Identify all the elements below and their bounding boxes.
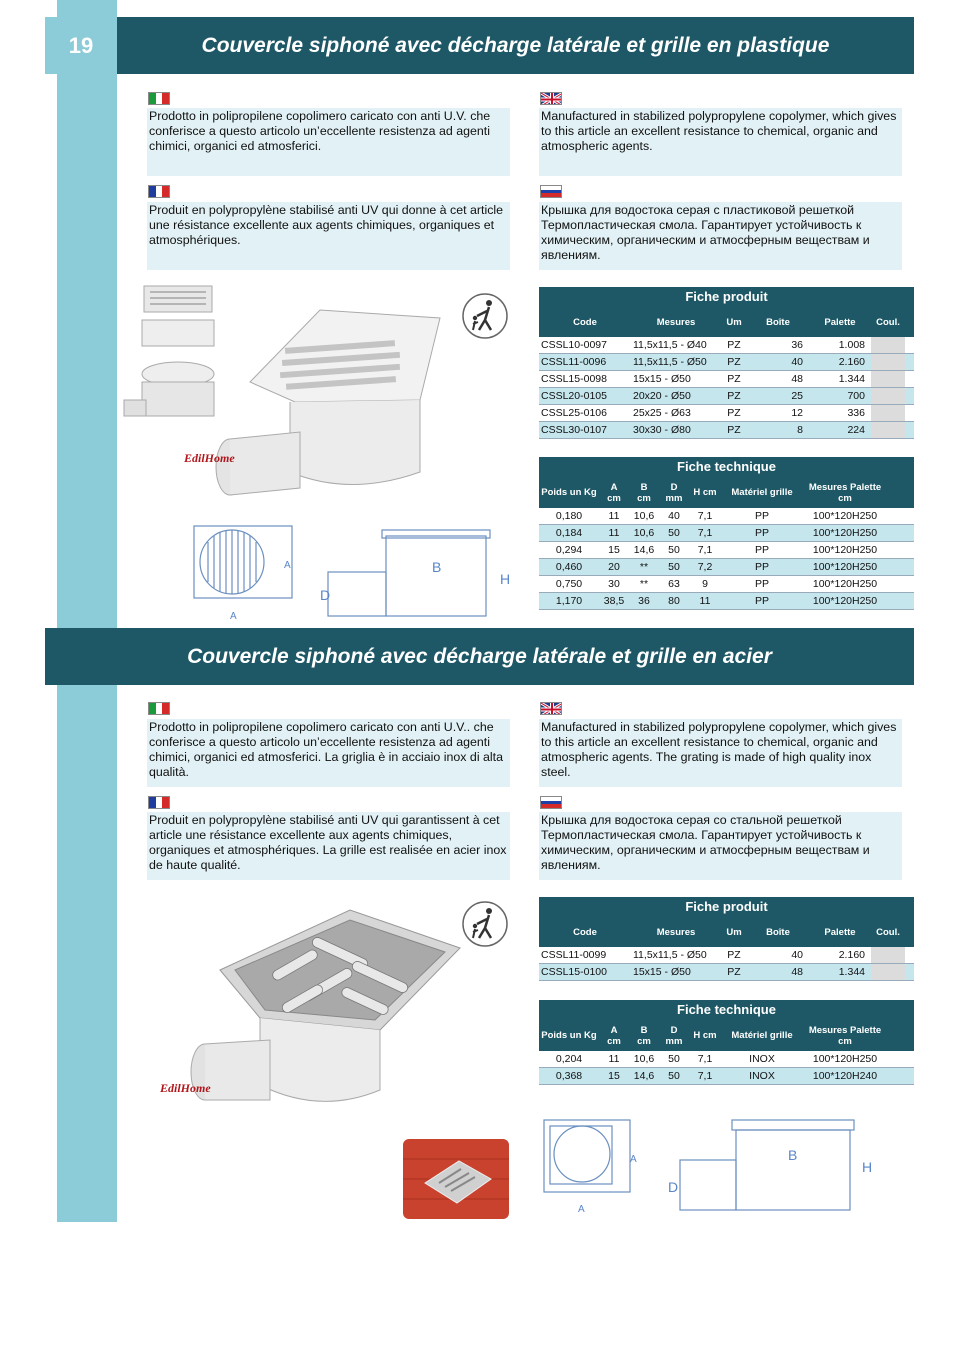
table-cell: 10,6 — [633, 1053, 655, 1065]
table-row — [539, 964, 914, 981]
table-cell: 14,6 — [633, 544, 655, 556]
table-cell — [871, 964, 905, 980]
table-cell: 0,750 — [555, 578, 583, 590]
table-cell: 38,5 — [603, 595, 625, 607]
col-header: Mesures Palette cm — [808, 1024, 882, 1047]
table-cell: CSSL25-0106 — [541, 407, 607, 419]
table-cell: CSSL30-0107 — [541, 424, 607, 436]
section1-tech-table — [539, 457, 914, 610]
table-row — [539, 388, 914, 405]
table-row — [539, 405, 914, 422]
col-header: Code — [573, 926, 597, 938]
table-cell: 15 — [608, 544, 620, 556]
dim-d-label: D — [668, 1179, 679, 1195]
table-cell — [871, 337, 905, 353]
table-cell: 20 — [608, 561, 620, 573]
table-row — [539, 508, 914, 525]
dim-a-label: A — [284, 560, 291, 571]
table-cell: 11 — [608, 510, 620, 522]
table-cell: 100*120H240 — [812, 1070, 878, 1082]
table-cell: 700 — [847, 390, 865, 402]
page-number: 19 — [45, 17, 117, 74]
exploded-view-parts — [124, 286, 214, 416]
table-cell: 30x30 - Ø80 — [633, 424, 691, 436]
table-cell: PP — [754, 527, 769, 539]
table-cell: 63 — [668, 578, 680, 590]
table-cell: 7,1 — [697, 1053, 713, 1065]
table-cell: 15 — [608, 1070, 620, 1082]
col-header: Mesures Palette cm — [808, 481, 882, 504]
section1-text-en: Manufactured in stabilized polypropylene copolymer, which gives to this article an excellent resistance to chemical, organic and atmospheric agents. — [539, 108, 902, 176]
product-table-header — [539, 307, 914, 337]
table-cell: 15x15 - Ø50 — [633, 373, 691, 385]
dim-a-label: A — [630, 1154, 637, 1165]
table-cell: PZ — [727, 373, 741, 385]
table-row — [539, 1051, 914, 1068]
table-cell: 1.008 — [838, 339, 865, 351]
product-table-body — [539, 947, 914, 981]
col-header: B cm — [637, 1024, 651, 1047]
table-cell: 11 — [608, 1053, 620, 1065]
product-table-header — [539, 917, 914, 947]
section1-title: Couvercle siphoné avec décharge latérale et grille en plastique — [201, 34, 830, 57]
table-cell: 14,6 — [633, 1070, 655, 1082]
col-header: Mesures — [656, 316, 696, 328]
table-cell — [871, 371, 905, 387]
table-cell: 10,6 — [633, 527, 655, 539]
col-header: Coul. — [876, 926, 900, 938]
table-cell: 50 — [668, 1053, 680, 1065]
section2-tech-table — [539, 1000, 914, 1085]
table-row — [539, 525, 914, 542]
table-cell: 48 — [791, 373, 803, 385]
col-header: D mm — [665, 1024, 683, 1047]
brand-logo: EdilHome — [184, 451, 235, 465]
table-cell: CSSL10-0097 — [541, 339, 607, 351]
table-cell: 1.344 — [838, 966, 865, 978]
table-cell: 48 — [791, 966, 803, 978]
col-header: H cm — [693, 487, 717, 498]
table-cell: 36 — [791, 339, 803, 351]
col-header: Matériel grille — [731, 1030, 793, 1041]
section2-text-fr: Produit en polypropylène stabilisé anti UV qui garantissent à cet article une résistance excellente aux agents chimiques, organiques et atmosphériques. La grille est realisée en acier inox de haute qualité. — [147, 812, 510, 880]
col-header: Poids un Kg — [541, 487, 597, 498]
col-header: Poids un Kg — [541, 1030, 597, 1041]
uk-flag-icon — [540, 92, 562, 105]
table-cell: PZ — [727, 390, 741, 402]
table-cell: 1,170 — [555, 595, 583, 607]
col-header: Um — [726, 926, 742, 938]
table-cell: 2.160 — [838, 949, 865, 961]
table-cell: 11,5x11,5 - Ø40 — [633, 339, 707, 351]
table-cell: PZ — [727, 424, 741, 436]
table-cell: 100*120H250 — [812, 1053, 878, 1065]
table-cell: 100*120H250 — [812, 595, 878, 607]
table-cell: 100*120H250 — [812, 578, 878, 590]
table-cell: 80 — [668, 595, 680, 607]
brand-logo: EdilHome — [160, 1081, 211, 1095]
tech-table-body — [539, 508, 914, 610]
table-cell — [871, 947, 905, 963]
section2-text-ru: Крышка для водостока серая со стальной решеткой Термопластическая смола. Гарантирует устойчивость к химическим, органическим и атмосферным веществам и явлениям. — [539, 812, 902, 880]
table-cell: 50 — [668, 561, 680, 573]
table-cell: 7,1 — [697, 510, 713, 522]
col-header: Boîte — [766, 316, 790, 328]
table-cell: 7,2 — [697, 561, 713, 573]
section2-text-it: Prodotto in polipropilene copolimero caricato con anti U.V.. che conferisce a questo articolo un’eccellente resistenza ad agenti chimici, organici ed atmosferici. La griglia è in acciaio inox di alta qualità. — [147, 719, 510, 787]
table-cell: PP — [754, 595, 769, 607]
section1-technical-drawing — [190, 522, 520, 622]
tech-table-title: Fiche technique — [539, 457, 914, 477]
dim-b-label: B — [788, 1147, 798, 1163]
col-header: Palette — [824, 926, 856, 938]
table-cell: 15x15 - Ø50 — [633, 966, 691, 978]
table-cell: 40 — [791, 356, 803, 368]
table-cell: ** — [639, 561, 649, 573]
table-cell: 0,184 — [555, 527, 583, 539]
table-cell: 36 — [638, 595, 650, 607]
table-cell: 25x25 - Ø63 — [633, 407, 691, 419]
table-row — [539, 947, 914, 964]
table-cell: PZ — [727, 949, 741, 961]
tech-table-header — [539, 477, 914, 508]
table-cell: 40 — [791, 949, 803, 961]
table-cell: PP — [754, 578, 769, 590]
table-cell: CSSL15-0100 — [541, 966, 607, 978]
section1-text-fr: Produit en polypropylène stabilisé anti UV qui donne à cet article une résistance excellente aux agents chimiques, organiques et atmosphériques. — [147, 202, 510, 270]
table-cell — [871, 354, 905, 370]
table-cell: 11,5x11,5 - Ø50 — [633, 356, 707, 368]
dim-a-label: A — [578, 1204, 585, 1215]
table-cell: INOX — [749, 1070, 775, 1082]
section1-text-it: Prodotto in polipropilene copolimero caricato con anti U.V. che conferisce a questo articolo un’eccellente resistenza ad agenti chimici, organici ed atmosferici. — [147, 108, 510, 176]
pedestrian-icon — [461, 292, 509, 340]
table-row — [539, 337, 914, 354]
section2-product-table — [539, 897, 914, 981]
product-table-title: Fiche produit — [539, 287, 914, 307]
table-cell: 100*120H250 — [812, 527, 878, 539]
table-cell — [871, 422, 905, 438]
table-row — [539, 559, 914, 576]
table-cell: 224 — [847, 424, 865, 436]
france-flag-icon — [148, 796, 170, 809]
col-header: Coul. — [876, 316, 900, 328]
table-row — [539, 422, 914, 439]
table-cell: 100*120H250 — [812, 510, 878, 522]
table-cell: 0,294 — [555, 544, 583, 556]
table-cell: 50 — [668, 1070, 680, 1082]
table-cell: ** — [639, 578, 649, 590]
table-cell: 9 — [702, 578, 708, 590]
table-cell: 0,368 — [555, 1070, 583, 1082]
table-cell: 2.160 — [838, 356, 865, 368]
table-cell: 50 — [668, 544, 680, 556]
table-cell: 50 — [668, 527, 680, 539]
dim-b-label: B — [432, 559, 442, 575]
col-header: B cm — [637, 481, 651, 504]
table-row — [539, 593, 914, 610]
table-cell: 30 — [608, 578, 620, 590]
table-cell: 11,5x11,5 - Ø50 — [633, 949, 707, 961]
table-cell: 20x20 - Ø50 — [633, 390, 691, 402]
col-header: H cm — [693, 1030, 717, 1041]
table-cell — [871, 405, 905, 421]
section1-product-table — [539, 287, 914, 439]
table-cell: 336 — [847, 407, 865, 419]
table-cell: 11 — [699, 595, 711, 607]
col-header: D mm — [665, 481, 683, 504]
table-cell: 100*120H250 — [812, 544, 878, 556]
section1-text-ru: Крышка для водостока серая с пластиковой решеткой Термопластическая смола. Гарантирует устойчивость к химическим, органическим и атмосферным веществам и явлениям. — [539, 202, 902, 270]
table-cell: CSSL11-0099 — [541, 949, 607, 961]
dim-h-label: H — [862, 1159, 873, 1175]
table-cell: CSSL11-0096 — [541, 356, 607, 368]
russia-flag-icon — [540, 796, 562, 809]
table-cell: 7,1 — [697, 1070, 713, 1082]
table-row — [539, 1068, 914, 1085]
pedestrian-icon — [461, 900, 509, 948]
table-cell: PP — [754, 544, 769, 556]
table-cell: PP — [754, 561, 769, 573]
table-cell: PP — [754, 510, 769, 522]
tech-table-title: Fiche technique — [539, 1000, 914, 1020]
product-table-title: Fiche produit — [539, 897, 914, 917]
table-cell: 0,204 — [555, 1053, 583, 1065]
table-cell: CSSL15-0098 — [541, 373, 607, 385]
table-cell — [871, 388, 905, 404]
assembled-drain — [216, 310, 440, 495]
table-cell: PZ — [727, 407, 741, 419]
col-header: Mesures — [656, 926, 696, 938]
table-cell: PZ — [727, 966, 741, 978]
dim-h-label: H — [500, 571, 511, 587]
section2-product-image — [150, 900, 480, 1120]
installed-drain-photo — [403, 1139, 509, 1219]
sidebar-stripe — [57, 0, 117, 1222]
uk-flag-icon — [540, 702, 562, 715]
italy-flag-icon — [148, 702, 170, 715]
table-row — [539, 576, 914, 593]
section2-header — [45, 628, 914, 685]
col-header: Code — [573, 316, 597, 328]
table-cell: 11 — [608, 527, 620, 539]
table-row — [539, 354, 914, 371]
table-cell: INOX — [749, 1053, 775, 1065]
table-cell: PZ — [727, 356, 741, 368]
table-cell: 12 — [791, 407, 803, 419]
section2-text-en: Manufactured in stabilized polypropylene copolymer, which gives to this article an excellent resistance to chemical, organic and atmospheric agents. The grating is made of high quality inox steel. — [539, 719, 902, 787]
tech-table-header — [539, 1020, 914, 1051]
col-header: Um — [726, 316, 742, 328]
section2-technical-drawing — [540, 1116, 880, 1216]
table-cell: 7,1 — [697, 544, 713, 556]
table-row — [539, 542, 914, 559]
russia-flag-icon — [540, 185, 562, 198]
table-cell: 10,6 — [633, 510, 655, 522]
table-cell: 0,180 — [555, 510, 583, 522]
col-header: Palette — [824, 316, 856, 328]
table-cell: PZ — [727, 339, 741, 351]
table-cell: 8 — [797, 424, 803, 436]
italy-flag-icon — [148, 92, 170, 105]
table-cell: 1.344 — [838, 373, 865, 385]
col-header: A cm — [607, 1024, 621, 1047]
col-header: Boîte — [766, 926, 790, 938]
section1-header — [45, 17, 914, 74]
col-header: A cm — [607, 481, 621, 504]
table-cell: 7,1 — [697, 527, 713, 539]
table-cell: 25 — [791, 390, 803, 402]
table-cell: 40 — [668, 510, 680, 522]
table-cell: 0,460 — [555, 561, 583, 573]
table-cell: CSSL20-0105 — [541, 390, 607, 402]
tech-table-body — [539, 1051, 914, 1085]
col-header: Matériel grille — [731, 487, 793, 498]
dim-a-label: A — [230, 611, 237, 622]
product-table-body — [539, 337, 914, 439]
section2-title: Couvercle siphoné avec décharge latérale et grille en acier — [187, 645, 772, 668]
dim-d-label: D — [320, 587, 331, 603]
table-row — [539, 371, 914, 388]
france-flag-icon — [148, 185, 170, 198]
table-cell: 100*120H250 — [812, 561, 878, 573]
